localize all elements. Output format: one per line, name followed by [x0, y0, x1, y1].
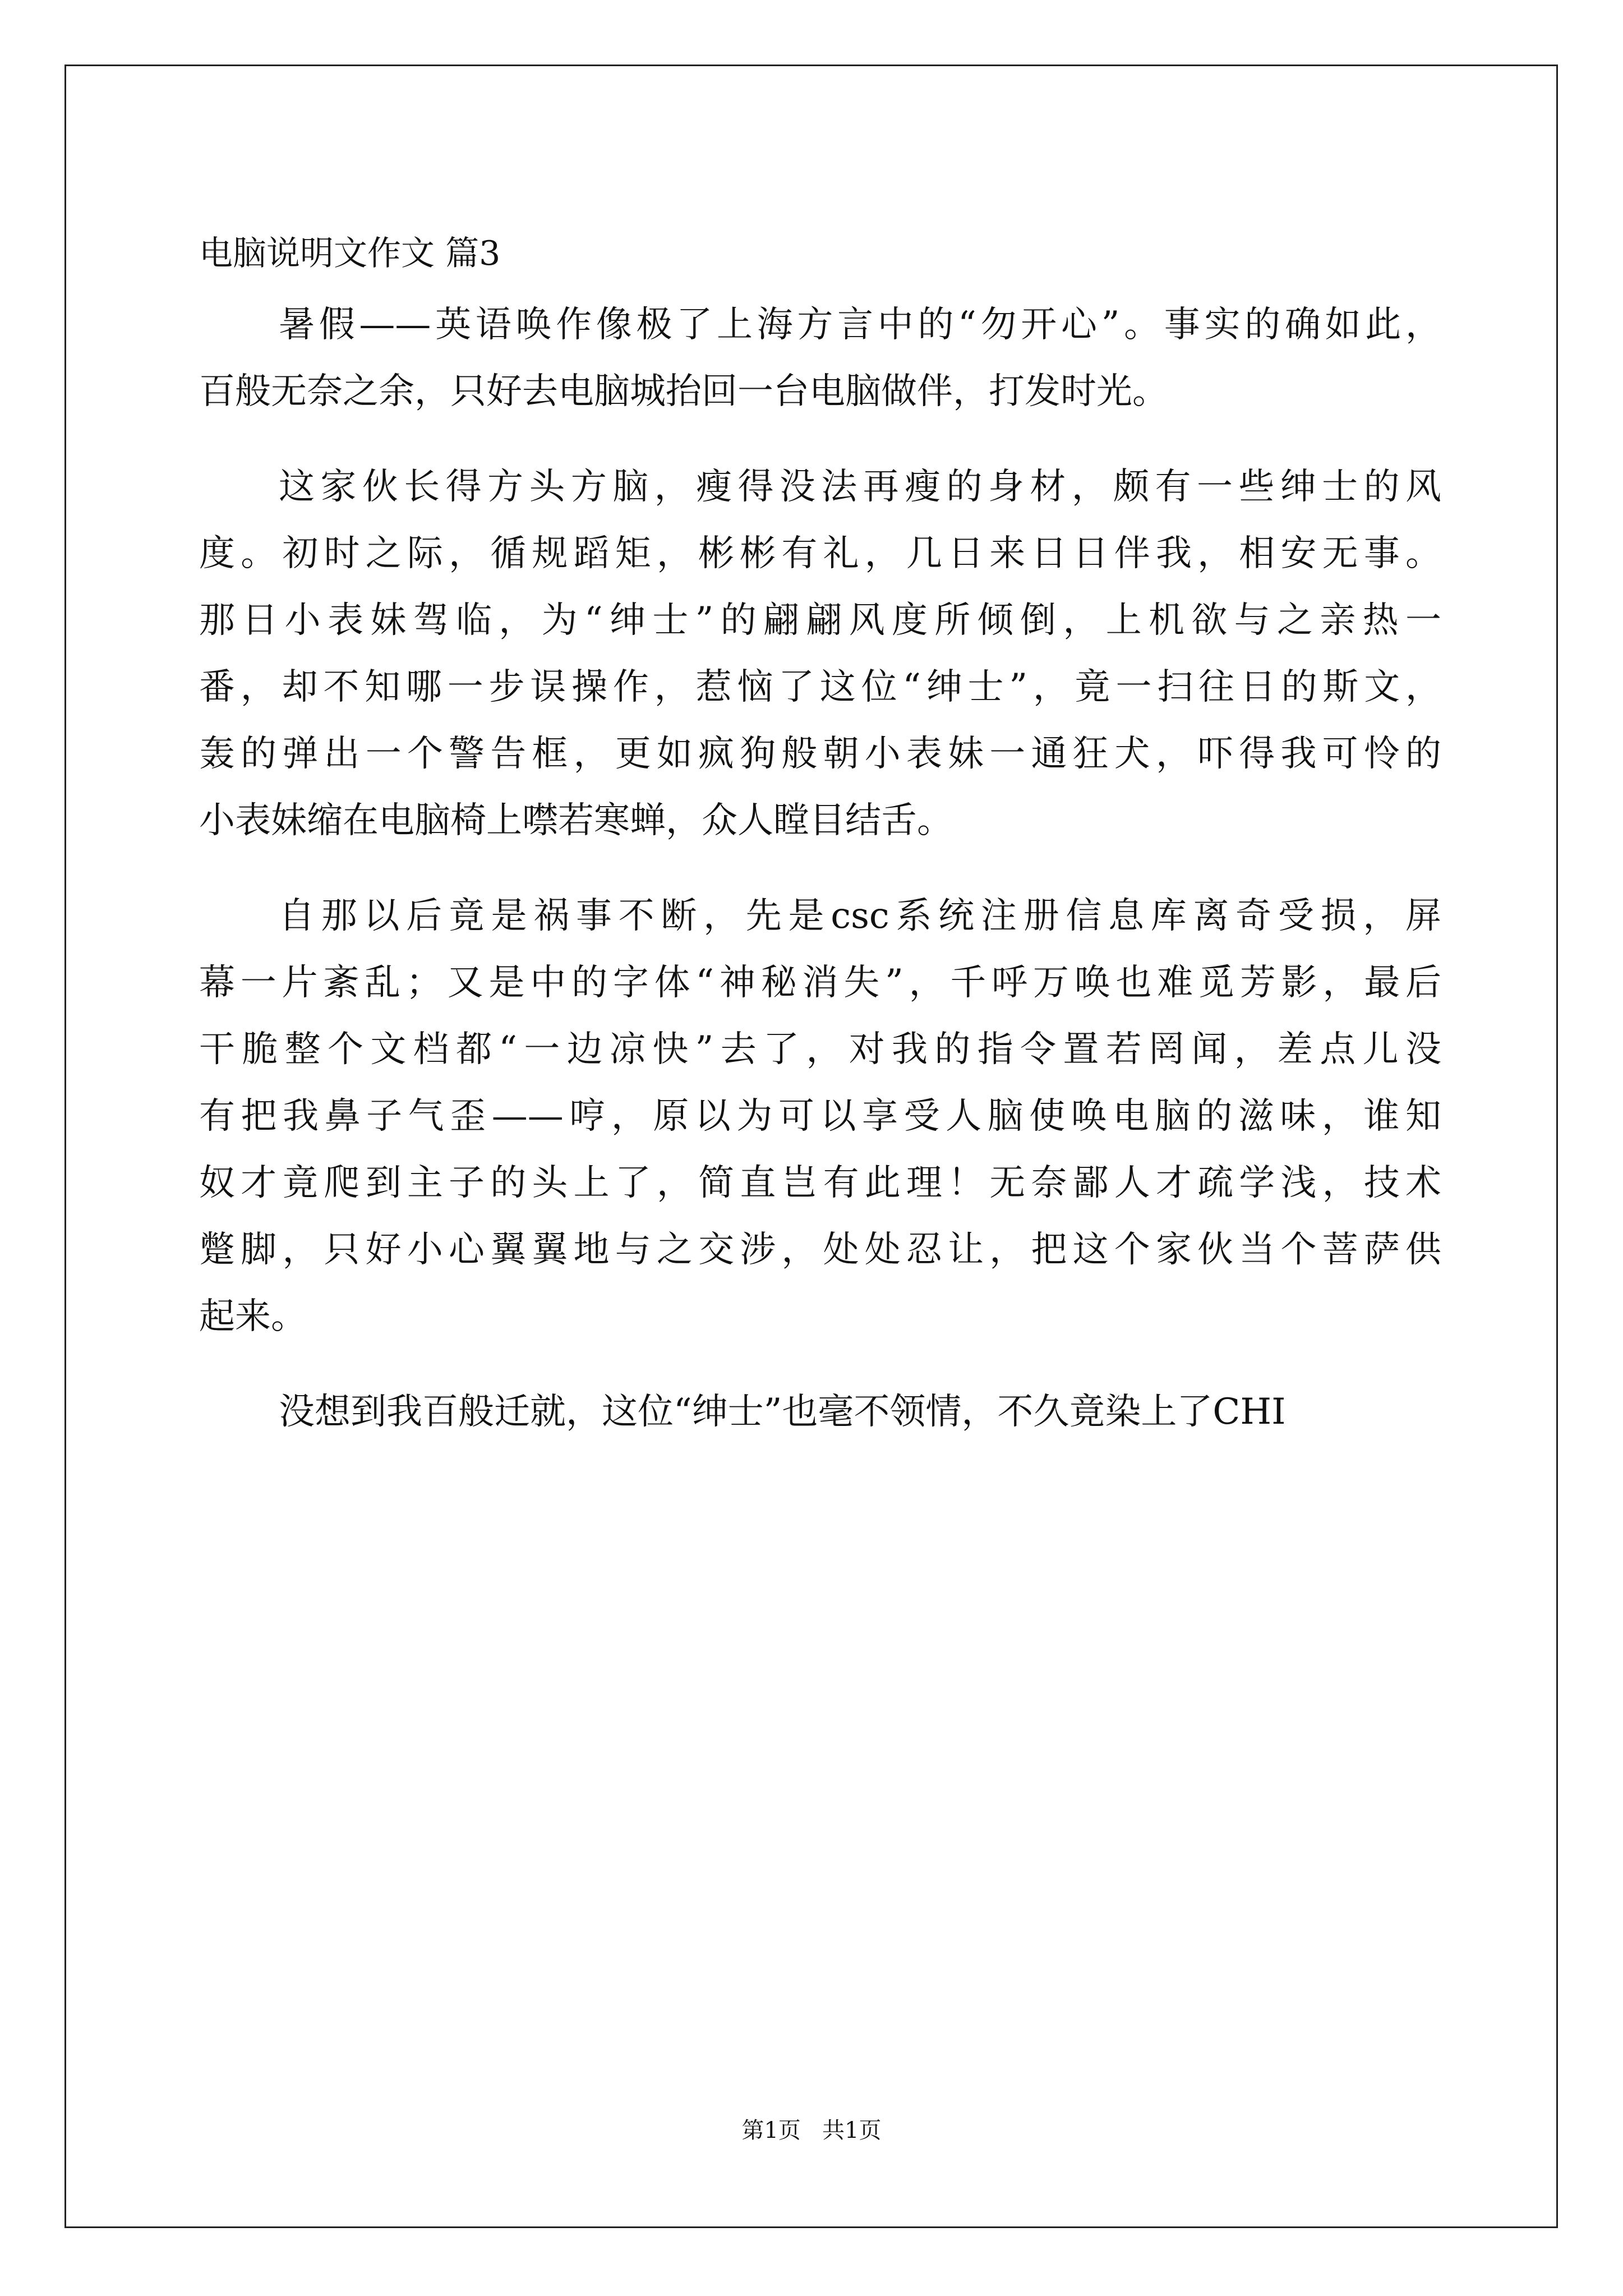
paragraph-line: 幕一片紊乱；又是中的字体“神秘消失”，千呼万唤也难觅芳影，最后 [199, 962, 1441, 1004]
paragraph-line: 小表妹缩在电脑椅上噤若寒蝉，众人瞠目结舌。 [199, 800, 953, 841]
paragraph-3 [199, 883, 1441, 1350]
paragraph-line: 起来。 [199, 1296, 307, 1337]
paragraph-4 [199, 1379, 1441, 1446]
document-title: 电脑说明文作文 篇3 [199, 234, 501, 273]
paragraph-line: 自那以后竟是祸事不断，先是csc系统注册信息库离奇受损，屏 [279, 895, 1441, 937]
paragraph-line: 这家伙长得方头方脑，瘦得没法再瘦的身材，颇有一些绅士的风 [279, 466, 1441, 508]
paragraph-line: 干脆整个文档都“一边凉快”去了，对我的指令置若罔闻，差点儿没 [199, 1029, 1441, 1070]
paragraph-line: 那日小表妹驾临，为“绅士”的翩翩风度所倾倒，上机欲与之亲热一 [199, 600, 1441, 641]
paragraph-line: 轰的弹出一个警告框，更如疯狗般朝小表妹一通狂犬，吓得我可怜的 [199, 733, 1441, 775]
paragraph-line: 番，却不知哪一步误操作，惹恼了这位“绅士”，竟一扫往日的斯文， [199, 666, 1441, 708]
paragraph-line: 暑假——英语唤作像极了上海方言中的“勿开心”。事实的确如此， [279, 304, 1441, 346]
paragraph-1 [199, 292, 1441, 425]
paragraph-line: 没想到我百般迁就，这位“绅士”也毫不领情，不久竟染上了CHI [279, 1391, 1286, 1433]
paragraph-line: 度。初时之际，循规蹈矩，彬彬有礼，几日来日日伴我，相安无事。 [199, 533, 1441, 574]
paragraph-line: 有把我鼻子气歪——哼，原以为可以享受人脑使唤电脑的滋味，谁知 [199, 1096, 1441, 1137]
document-body [199, 222, 1441, 1446]
paragraph-line: 奴才竟爬到主子的头上了，简直岂有此理！无奈鄙人才疏学浅，技术 [199, 1162, 1441, 1204]
paragraph-2 [199, 454, 1441, 854]
page-number-footer: 第1页 共1页 [741, 2118, 882, 2143]
paragraph-line: 蹩脚，只好小心翼翼地与之交涉，处处忍让，把这个家伙当个菩萨供 [199, 1229, 1441, 1271]
paragraph-line: 百般无奈之余，只好去电脑城抬回一台电脑做伴，打发时光。 [199, 371, 1168, 412]
